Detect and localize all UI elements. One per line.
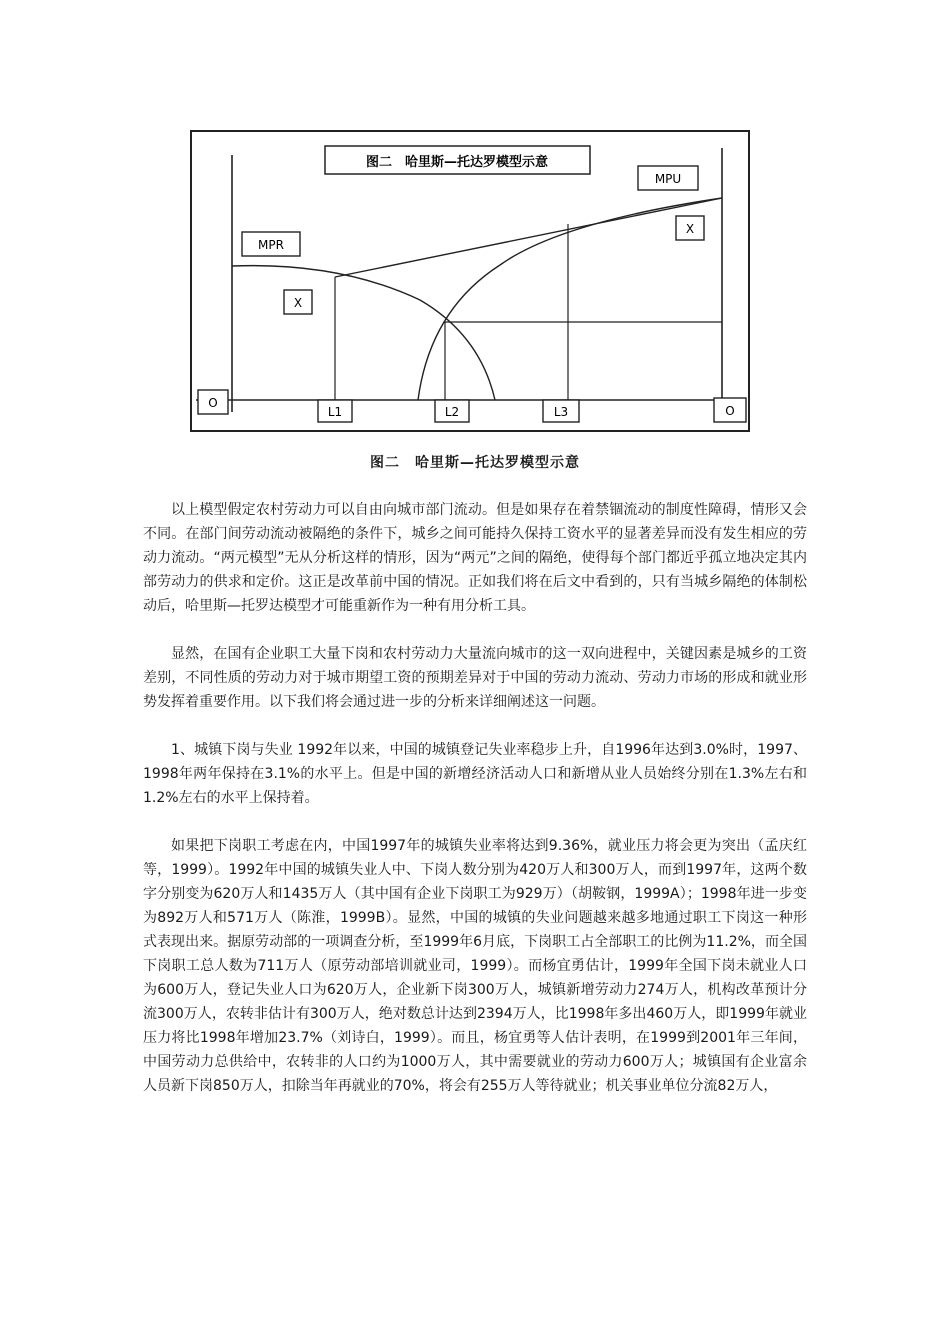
paragraph: 以上模型假定农村劳动力可以自由向城市部门流动。但是如果存在着禁锢流动的制度性障碍，情形又会不同。在部门间劳动流动被隔绝的条件下，城乡之间可能持久保持工资水平的显著差异而没有发生相应的劳动力流动。“两元模型”无从分析这样的情形，因为“两元”之间的隔绝，使得每个部门都近乎孤立地决定其内部劳动力的供求和定价。这正是改革前中国的情况。正如我们将在后文中看到的，只有当城乡隔绝的体制松动后，哈里斯—托罗达模型才可能重新作为一种有用分析工具。 <box>143 502 807 614</box>
paragraph: 显然，在国有企业职工大量下岗和农村劳动力大量流向城市的这一双向进程中，关键因素是城乡的工资差别，不同性质的劳动力对于城市期望工资的预期差异对于中国的劳动力流动、劳动力市场的形成和就业形势发挥着重要作用。以下我们将会通过进一步的分析来详细阐述这一问题。 <box>143 646 807 710</box>
model-diagram <box>190 130 750 432</box>
paragraph: 1、城镇下岗与失业 1992年以来，中国的城镇登记失业率稳步上升，自1996年达到3.0%时，1997、1998年两年保持在3.1%的水平上。但是中国的新增经济活动人口和新增从业人员始终分别在1.3%左右和1.2%左右的水平上保持着。 <box>143 742 807 806</box>
paragraph: 如果把下岗职工考虑在内，中国1997年的城镇失业率将达到9.36%，就业压力将会更为突出（孟庆红等，1999）。1992年中国的城镇失业人中、下岗人数分别为420万人和300万人，而到1997年，这两个数字分别变为620万人和1435万人（其中国有企业下岗职工为929万）（胡鞍钢，1999A）；1998年进一步变为892万人和571万人（陈淮，1999B）。显然，中国的城镇的失业问题越来越多地通过职工下岗这一种形式表现出来。据原劳动部的一项调查分析，至1999年6月底，下岗职工占全部职工的比例为11.2%，而全国下岗职工总人数为711万人（原劳动部培训就业司，1999）。而杨宜勇估计，1999年全国下岗未就业人口为600万人，登记失业人口为620万人，企业新下岗300万人，城镇新增劳动力274万人，机构改革预计分流300万人，农转非估计有300万人，绝对数总计达到2394万人，比1998年多出460万人，即1999年就业压力将比1998年增加23.7%（刘诗白，1999）。而且，杨宜勇等人估计表明，在1999到2001年三年间，中国劳动力总供给中，农转非的人口约为1000万人，其中需要就业的劳动力600万人；城镇国有企业富余人员新下岗850万人，扣除当年再就业的70%，将会有255万人等待就业；机关事业单位分流82万人， <box>143 838 807 1094</box>
x-right-label: X <box>685 222 695 236</box>
mpu-label: MPU <box>654 172 682 186</box>
origin-left-label: O <box>208 396 218 410</box>
origin-right-label: O <box>725 404 735 418</box>
l2-label: L2 <box>444 405 460 419</box>
body-text <box>143 498 807 1122</box>
figure-title-text: 图二 哈里斯—托达罗模型示意 <box>365 155 549 170</box>
l1-label: L1 <box>327 405 343 419</box>
figure-caption: 图二 哈里斯—托达罗模型示意 <box>370 455 580 471</box>
harris-todaro-figure <box>190 130 750 432</box>
x-left-label: X <box>293 296 303 310</box>
l3-label: L3 <box>553 405 569 419</box>
mpr-label: MPR <box>258 238 284 252</box>
